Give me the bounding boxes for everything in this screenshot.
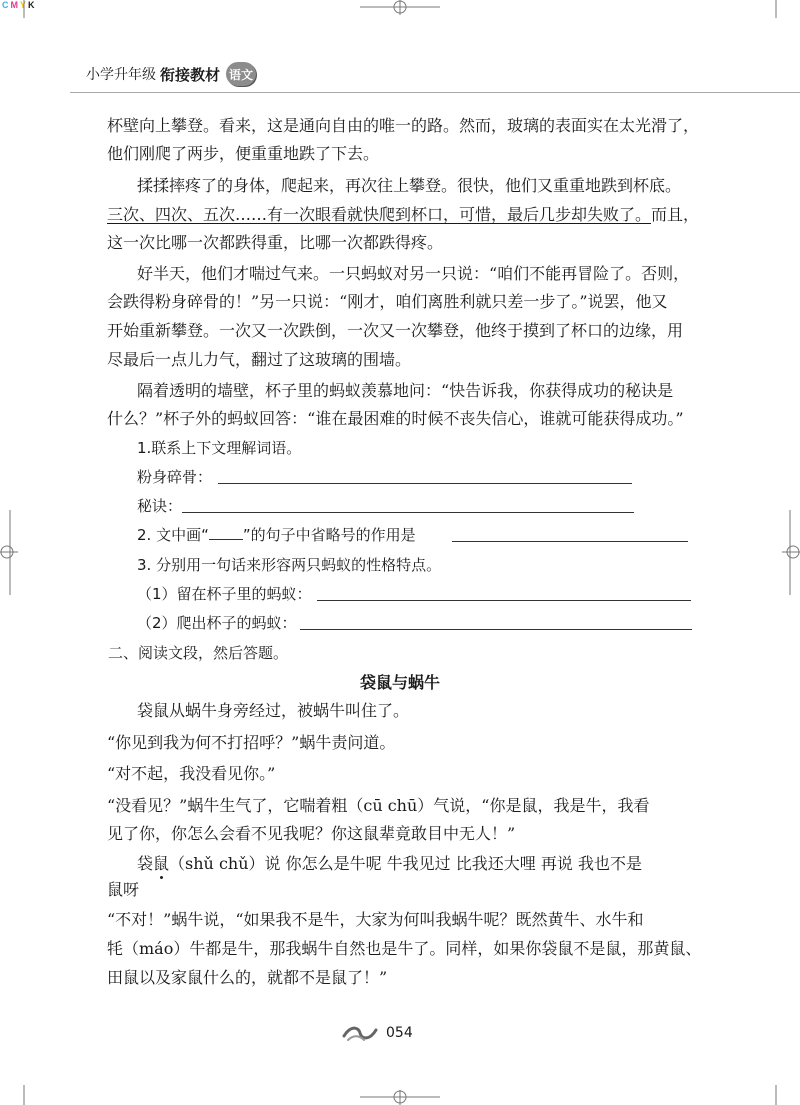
- header-rule: [70, 92, 800, 93]
- passage1-line: 隔着透明的墙壁，杯子里的蚂蚁羡慕地问：“快告诉我，你获得成功的秘诀是: [137, 381, 674, 400]
- passage1-line: 这一次比哪一次都跌得重，比哪一次都跌得疼。: [107, 233, 444, 252]
- text-run: 袋: [137, 854, 154, 873]
- passage1-line: 揉揉摔疼了的身体，爬起来，再次往上攀登。很快，他们又重重地跌到杯底。: [137, 176, 682, 195]
- line-tail: 而且，: [651, 205, 700, 224]
- passage2-line: “你见到我为何不打招呼？”蜗牛责问道。: [107, 733, 396, 752]
- question-1a: [137, 467, 212, 487]
- header-bold-title: 衔接教材: [160, 65, 221, 84]
- passage2-line: “不对！”蜗牛说，“如果我不是牛，大家为何叫我蜗牛呢？既然黄牛、水牛和: [107, 910, 644, 929]
- answer-blank-2[interactable]: [452, 527, 688, 542]
- header-title: 小学升年级: [86, 67, 156, 83]
- cmyk-c: C: [2, 0, 11, 10]
- passage2-line: “没看见？”蜗牛生气了，它喘着粗（cū chū）气说，“你是鼠，我是牛，我看: [107, 796, 650, 815]
- answer-blank-1b[interactable]: [182, 498, 634, 513]
- question-1b: [137, 496, 182, 516]
- cmyk-m: M: [10, 0, 20, 10]
- cmyk-y: Y: [20, 0, 29, 10]
- question-1a-label: 粉身碎骨：: [137, 468, 213, 486]
- underlined-sentence: 三次、四次、五次……有一次眼看就快爬到杯口，可惜，最后几步却失败了。: [107, 205, 652, 224]
- question-1: 1.联系上下文理解词语。: [137, 439, 302, 457]
- page-number-block: [340, 1022, 413, 1044]
- story-title: 袋鼠与蜗牛: [359, 673, 440, 692]
- page-number: 054: [386, 1025, 413, 1041]
- subject-badge: 语文: [226, 62, 256, 86]
- passage2-line: 袋鼠从蜗牛身旁经过，被蜗牛叫住了。: [137, 701, 410, 720]
- underline-symbol: [209, 525, 243, 540]
- answer-blank-3b[interactable]: [300, 615, 692, 630]
- passage2-line: 牦（máo）牛都是牛，那我蜗牛自然也是牛了。同样，如果你袋鼠不是鼠，那黄鼠、: [107, 939, 702, 958]
- answer-blank-3a[interactable]: [317, 586, 691, 601]
- passage2-line: “对不起，我没看见你。”: [107, 764, 276, 783]
- passage1-line: 什么？”杯子外的蚂蚁回答：“谁在最困难的时候不丧失信心，谁就可能获得成功。”: [107, 409, 684, 428]
- book-header: [86, 62, 256, 86]
- passage1-line: 他们刚爬了两步，便重重地跌了下去。: [107, 144, 380, 163]
- question-3b: （2）爬出杯子的蚂蚁：: [137, 614, 297, 632]
- passage1-line: 会跌得粉身碎骨的！”另一只说：“刚才，咱们离胜利就只差一步了。”说罢，他又: [107, 292, 668, 311]
- text-run: （shǔ chǔ）说 你怎么是牛呢 牛我见过 比我还大哩 再说 我也不是: [169, 854, 642, 873]
- question-3: 3. 分别用一句话来形容两只蚂蚁的性格特点。: [137, 556, 442, 574]
- passage2-line: 见了你，你怎么会看不见我呢？你这鼠辈竟敢目中无人！”: [107, 824, 516, 843]
- passage1-line: [107, 205, 699, 225]
- question-2-suffix: ”的句子中省略号的作用是: [242, 526, 416, 544]
- passage1-line: 开始重新攀登。一次又一次跌倒，一次又一次攀登，他终于摸到了杯口的边缘，用: [107, 321, 684, 340]
- question-3a: （1）留在杯子里的蚂蚁：: [137, 585, 312, 603]
- passage2-line: 鼠呀: [107, 880, 140, 899]
- question-1b-label: 秘诀：: [137, 497, 183, 515]
- dotted-character: 鼠: [153, 854, 170, 873]
- answer-blank-1a[interactable]: [218, 469, 632, 484]
- passage2-line: [137, 854, 642, 874]
- question-2-prefix: 2. 文中画“: [137, 526, 209, 544]
- swirl-ornament-icon: [340, 1022, 380, 1044]
- passage1-line: 杯壁向上攀登。看来，这是通向自由的唯一的路。然而，玻璃的表面实在太光滑了，: [107, 116, 700, 135]
- cmyk-k: K: [28, 0, 37, 10]
- section-heading: 二、阅读文段，然后答题。: [108, 644, 289, 662]
- passage2-line: 田鼠以及家鼠什么的，就都不是鼠了！”: [107, 968, 388, 987]
- passage1-line: 好半天，他们才喘过气来。一只蚂蚁对另一只说：“咱们不能再冒险了。否则，: [137, 264, 690, 283]
- passage1-line: 尽最后一点儿力气，翻过了这玻璃的围墙。: [107, 350, 412, 369]
- question-2: [137, 525, 416, 545]
